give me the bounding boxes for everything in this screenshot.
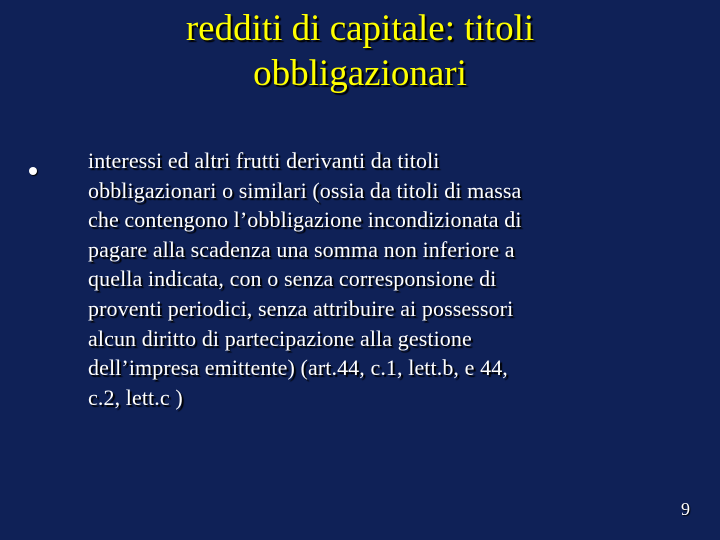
bullet-dot-icon <box>29 167 37 175</box>
bullet-text-line-5: quella indicata, con o senza corresponsione di <box>88 266 497 292</box>
page-number: 9 <box>681 499 690 519</box>
slide-title-line-2: obbligazionari <box>253 53 467 94</box>
bullet-item <box>28 146 658 412</box>
bullet-text-line-8: dell’impresa emittente) (art.44, c.1, lett.b, e 44, <box>88 355 508 381</box>
bullet-text-line-6: proventi periodici, senza attribuire ai possessori <box>88 295 514 321</box>
bullet-text-line-3: che contengono l’obbligazione incondizionata di <box>88 207 522 233</box>
bullet-text-line-4: pagare alla scadenza una somma non inferiore a <box>88 236 515 262</box>
bullet-list <box>28 146 658 412</box>
slide-title <box>60 6 660 96</box>
bullet-text-line-9: c.2, lett.c ) <box>88 384 183 410</box>
bullet-text-line-2: obbligazionari o similari (ossia da titoli di massa <box>88 177 522 203</box>
bullet-text-line-7: alcun diritto di partecipazione alla gestione <box>88 325 472 351</box>
bullet-text-line-1: interessi ed altri frutti derivanti da titoli <box>88 148 440 173</box>
slide-title-line-1: redditi di capitale: titoli <box>185 8 535 49</box>
